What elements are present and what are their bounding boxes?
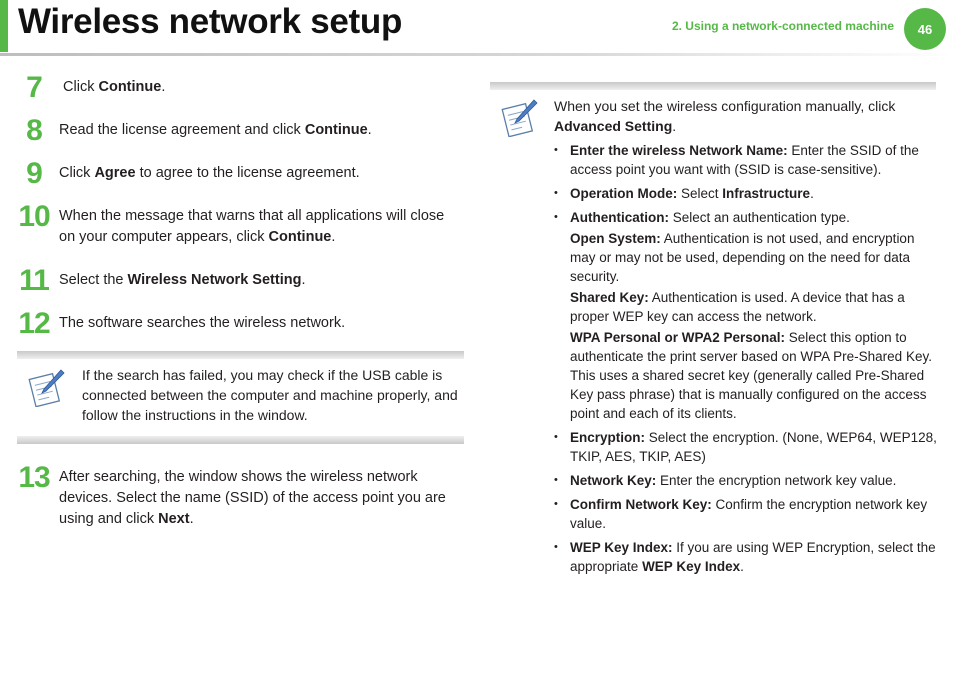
note-pencil-icon <box>25 367 65 412</box>
step-number: 12 <box>18 307 50 340</box>
step-number: 13 <box>18 461 50 494</box>
page-title: Wireless network setup <box>18 2 403 41</box>
bullet-text: . <box>740 559 744 574</box>
bullet-label: Network Key: <box>570 473 657 488</box>
step-text-plain: Click <box>59 165 95 181</box>
step-text-plain: Read the license agreement and click <box>59 122 305 138</box>
step-text-bold: Continue <box>304 122 368 138</box>
note-box <box>17 351 464 444</box>
bullet-text: Select an authentication type. <box>669 210 850 225</box>
note-top-border <box>17 351 464 359</box>
step-text <box>59 77 459 98</box>
bullet-label: Enter the wireless Network Name: <box>570 143 788 158</box>
bullet-text: . <box>810 186 814 201</box>
intro-text: . <box>672 118 677 134</box>
step-text-bold: Agree <box>94 165 136 181</box>
bullet-label: Encryption: <box>570 430 646 445</box>
list-item <box>554 141 938 179</box>
list-item <box>554 208 938 423</box>
step-text <box>59 163 459 184</box>
note-text: If the search has failed, you may check if the USB cable is connected between the computer and machine properly, and follow the instructions in the window. <box>82 367 458 423</box>
list-item <box>554 184 938 203</box>
bullet-label: Authentication: <box>570 210 669 225</box>
step-text <box>59 206 459 248</box>
header-accent-bar <box>0 0 8 52</box>
bullet-label: WEP Key Index: <box>570 540 673 555</box>
bullet-label: Operation Mode: <box>570 186 678 201</box>
step-text-bold: Next <box>158 511 190 527</box>
intro-text: When you set the wireless configuration manually, click <box>554 98 896 114</box>
page-number: 46 <box>917 21 933 37</box>
step-number: 7 <box>26 71 42 104</box>
list-item <box>554 428 938 466</box>
sub-text: Select this option to authenticate the print server based on WPA Pre-Shared Key. This uses a shared secret key (generally called Pre-Shared Key pass phrase) that is manually configured on the access point and each of its clients. <box>570 330 932 421</box>
bullet-text: Confirm the encryption network key value. <box>570 497 928 531</box>
step-text-plain: Click <box>59 79 99 95</box>
page-number-badge <box>904 8 946 50</box>
bullet-text: If you are using WEP Encryption, select the appropriate <box>570 540 936 574</box>
header-divider <box>0 53 954 56</box>
step-text: The software searches the wireless network. <box>59 315 346 331</box>
step-text-plain: . <box>367 122 372 138</box>
step-text-plain: When the message that warns that all applications will close on your computer appears, click <box>59 208 445 245</box>
step-text-plain: to agree to the license agreement. <box>135 165 360 181</box>
sub-label: Shared Key: <box>570 290 649 305</box>
list-item <box>554 538 938 576</box>
sub-label: Open System: <box>570 231 661 246</box>
step-text-plain: . <box>161 79 166 95</box>
note-pencil-icon <box>498 97 538 142</box>
step-text-plain: After searching, the window shows the wireless network devices. Select the name (SSID) of the access point you are using and click <box>59 469 446 527</box>
step-text-plain: Select the <box>59 272 128 288</box>
bullet-text: Enter the SSID of the access point you want with (SSID is case-sensitive). <box>570 143 919 177</box>
sub-item-wpa-personal <box>570 328 938 423</box>
step-number: 9 <box>26 157 42 190</box>
sub-item-open-system <box>570 229 938 286</box>
sub-text: Authentication is used. A device that has a proper WEP key can access the network. <box>570 290 905 324</box>
step-text-plain: . <box>301 272 306 288</box>
intro-bold: Advanced Setting <box>554 118 673 134</box>
step-number: 8 <box>26 114 42 147</box>
sub-text: Authentication is not used, and encryption may or may not be used, depending on the need for data security. <box>570 231 915 284</box>
step-text <box>59 120 459 141</box>
bullet-text: Enter the encryption network key value. <box>656 473 897 488</box>
bullet-text: Select <box>677 186 723 201</box>
bullet-label: Confirm Network Key: <box>570 497 712 512</box>
step-number: 10 <box>18 200 50 233</box>
step-text-plain: . <box>331 229 336 245</box>
note-bottom-border <box>17 436 464 444</box>
sub-label: WPA Personal or WPA2 Personal: <box>570 330 786 345</box>
section-title: 2. Using a network-connected machine <box>671 19 894 33</box>
step-text-bold: Wireless Network Setting <box>127 272 302 288</box>
step-number: 11 <box>19 264 49 297</box>
settings-bullet-list <box>554 141 938 576</box>
right-note-intro <box>554 96 938 136</box>
step-text <box>59 270 459 291</box>
step-text <box>59 467 459 530</box>
bullet-bold: WEP Key Index <box>642 559 741 574</box>
step-text-bold: Continue <box>268 229 332 245</box>
list-item <box>554 495 938 533</box>
step-text-plain: . <box>189 511 194 527</box>
step-text-bold: Continue <box>98 79 162 95</box>
list-item <box>554 471 938 490</box>
sub-item-shared-key <box>570 288 938 326</box>
bullet-bold: Infrastructure <box>722 186 811 201</box>
bullet-text: Select the encryption. (None, WEP64, WEP128, TKIP, AES, TKIP, AES) <box>570 430 937 464</box>
right-note-top-border <box>490 82 936 90</box>
